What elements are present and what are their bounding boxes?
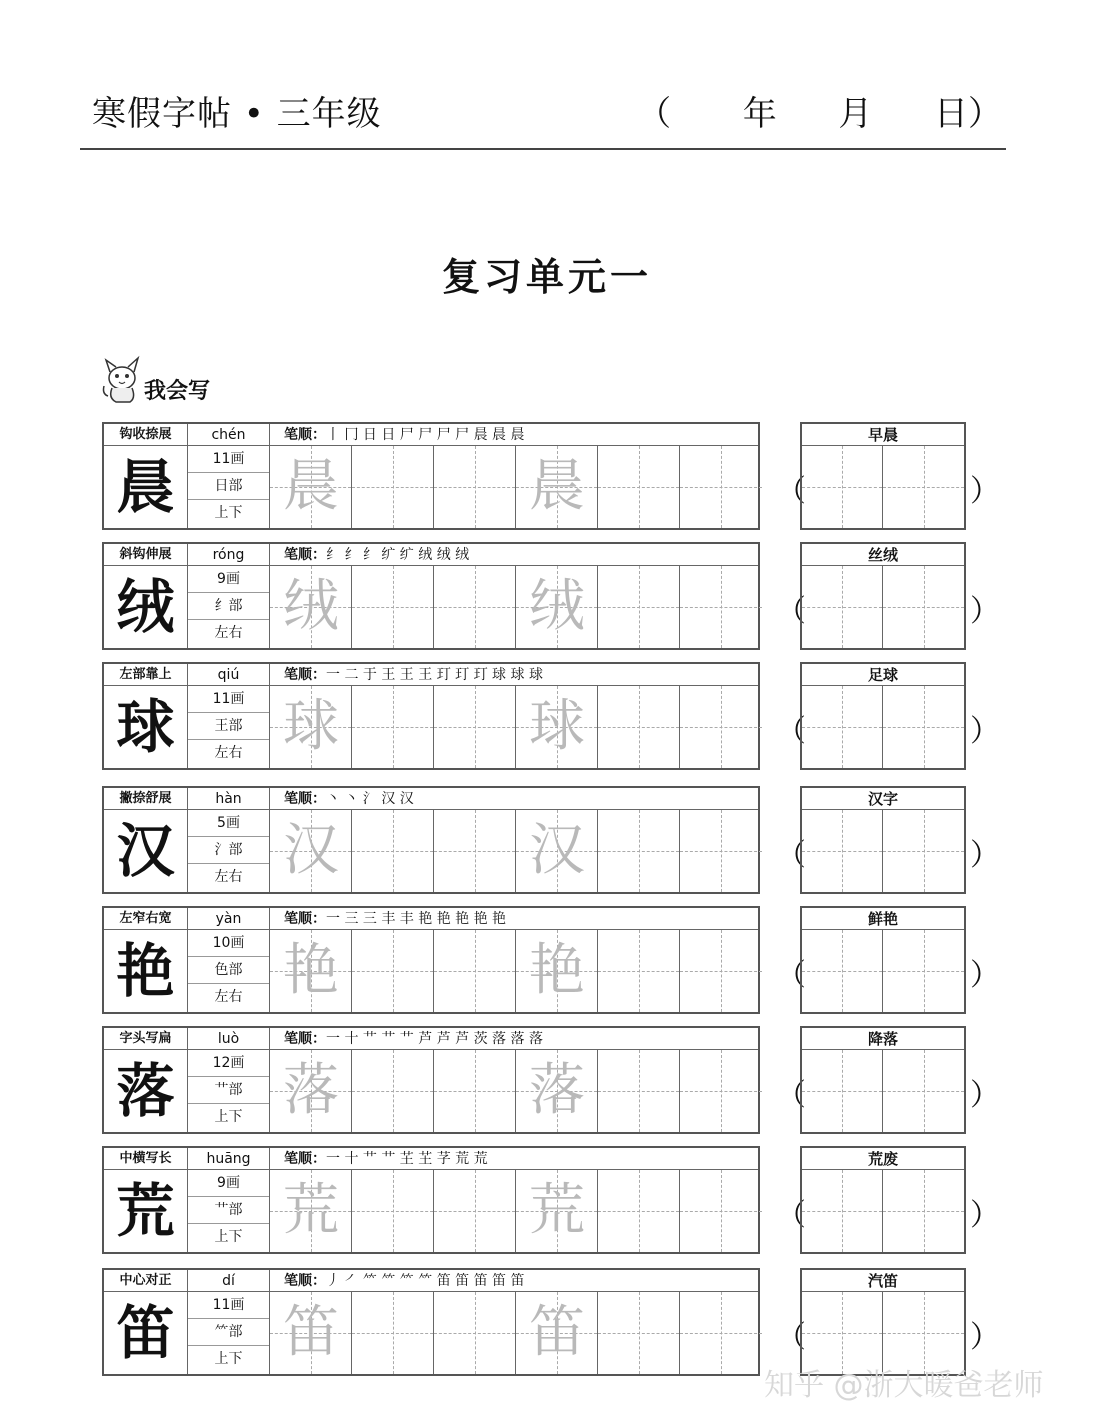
writing-cell[interactable] [680, 930, 762, 1012]
word-cell[interactable] [802, 1050, 883, 1132]
writing-cell[interactable] [270, 1170, 352, 1252]
word-card [800, 662, 966, 770]
stroke-order-sequence: 一 十 艹 艹 艹 芦 芦 芦 茨 落 落 落 [326, 1031, 543, 1047]
stroke-order [284, 664, 543, 686]
card-header [104, 788, 758, 810]
stroke-order-sequence: 丨 冂 日 日 尸 尸 尸 尸 晨 晨 晨 [326, 427, 525, 443]
word-card [800, 1146, 966, 1254]
header-title: 寒假字帖 • 三年级 [92, 94, 382, 134]
writing-hint: 斜钩伸展 [104, 544, 188, 566]
word-cell[interactable] [802, 1170, 883, 1252]
stroke-order [284, 1270, 525, 1292]
stroke-order-sequence: 一 十 艹 艹 芏 芏 芓 荒 荒 [326, 1151, 488, 1167]
card-header [104, 664, 758, 686]
pinyin: chén [188, 424, 270, 446]
character-info [188, 930, 270, 1012]
card-header [104, 1028, 758, 1050]
writing-cell[interactable] [680, 1170, 762, 1252]
stroke-count: 11画 [188, 686, 269, 713]
character-info [188, 446, 270, 528]
writing-cell[interactable] [516, 686, 598, 768]
stroke-order-label: 笔顺： [284, 1031, 326, 1047]
word-cell[interactable] [802, 566, 883, 648]
writing-hint: 左部靠上 [104, 664, 188, 686]
word-writing-cells [802, 1170, 964, 1252]
paren-left: （ [776, 958, 806, 993]
paren-right: ） [970, 474, 1000, 509]
radical: 氵部 [188, 837, 269, 864]
structure: 上下 [214, 1109, 243, 1125]
trace-character: 艳 [529, 938, 585, 1003]
trace-character: 笛 [283, 1300, 339, 1365]
stroke-count: 5画 [188, 810, 269, 837]
word-card [800, 786, 966, 894]
practice-row [102, 542, 1000, 650]
writing-hint: 字头写扁 [104, 1028, 188, 1050]
stroke-count: 11画 [188, 1292, 269, 1319]
character-card [102, 786, 760, 894]
trace-character: 汉 [283, 818, 339, 883]
paren-right: ） [970, 1320, 1000, 1355]
header-date [637, 86, 1002, 135]
radical: 日部 [188, 473, 269, 500]
writing-cell[interactable] [352, 930, 434, 1012]
writing-grid [270, 686, 760, 768]
writing-hint: 钩收捺展 [104, 424, 188, 446]
word-cell[interactable] [883, 566, 964, 648]
paren-right: ） [970, 958, 1000, 993]
writing-cell[interactable] [270, 566, 352, 648]
word-writing-cells [802, 810, 964, 892]
character-info [188, 1050, 270, 1132]
character-card [102, 542, 760, 650]
stroke-count: 9画 [188, 566, 269, 593]
stroke-order-label: 笔顺： [284, 911, 326, 927]
stroke-order [284, 544, 469, 566]
writing-grid [270, 810, 760, 892]
word-writing-cells [802, 1050, 964, 1132]
word-cell[interactable] [883, 446, 964, 528]
pinyin: róng [188, 544, 270, 566]
stroke-order-label: 笔顺： [284, 427, 326, 443]
word-card [800, 906, 966, 1014]
structure: 左右 [214, 869, 243, 885]
word-label: 丝绒 [802, 544, 964, 566]
trace-character: 球 [283, 694, 339, 759]
writing-cell[interactable] [434, 686, 516, 768]
word-cell[interactable] [802, 446, 883, 528]
model-character: 荒 [104, 1170, 188, 1252]
word-writing-cells [802, 566, 964, 648]
writing-cell[interactable] [434, 930, 516, 1012]
writing-grid [270, 1170, 760, 1252]
pinyin: luò [188, 1028, 270, 1050]
writing-cell[interactable] [270, 930, 352, 1012]
practice-row [102, 662, 1000, 770]
practice-row [102, 422, 1000, 530]
writing-cell[interactable] [680, 1292, 762, 1374]
model-character: 汉 [104, 810, 188, 892]
radical: 纟部 [188, 593, 269, 620]
writing-cell[interactable] [352, 446, 434, 528]
writing-grid [270, 566, 760, 648]
paren-left: （ [776, 1078, 806, 1113]
word-label: 鲜艳 [802, 908, 964, 930]
character-card [102, 1146, 760, 1254]
practice-row [102, 906, 1000, 1014]
writing-cell[interactable] [352, 1170, 434, 1252]
writing-grid [270, 1050, 760, 1132]
character-card [102, 662, 760, 770]
writing-cell[interactable] [352, 810, 434, 892]
writing-cell[interactable] [434, 566, 516, 648]
word-card [800, 542, 966, 650]
word-cell[interactable] [802, 686, 883, 768]
paren-left: （ [776, 714, 806, 749]
trace-character: 荒 [283, 1178, 339, 1243]
card-header [104, 1270, 758, 1292]
date-open-paren: （ [637, 94, 672, 134]
stroke-order [284, 424, 525, 446]
character-card [102, 1026, 760, 1134]
word-cell[interactable] [802, 930, 883, 1012]
writing-grid [270, 930, 760, 1012]
radical: 艹部 [188, 1197, 269, 1224]
writing-cell[interactable] [516, 1170, 598, 1252]
word-cell[interactable] [883, 810, 964, 892]
writing-cell[interactable] [270, 446, 352, 528]
writing-cell[interactable] [434, 810, 516, 892]
stroke-order-sequence: 一 二 于 王 王 王 玎 玎 玎 球 球 球 [326, 667, 543, 683]
trace-character: 荒 [529, 1178, 585, 1243]
writing-cell[interactable] [598, 1170, 680, 1252]
model-character: 绒 [104, 566, 188, 648]
writing-cell[interactable] [598, 686, 680, 768]
stroke-order-label: 笔顺： [284, 547, 326, 563]
pinyin: huāng [188, 1148, 270, 1170]
card-header [104, 1148, 758, 1170]
stroke-order [284, 1148, 488, 1170]
practice-row [102, 1026, 1000, 1134]
writing-cell[interactable] [270, 810, 352, 892]
writing-cell[interactable] [516, 1050, 598, 1132]
cat-mascot-icon [100, 352, 146, 406]
stroke-count: 10画 [188, 930, 269, 957]
pinyin: hàn [188, 788, 270, 810]
trace-character: 艳 [283, 938, 339, 1003]
writing-hint: 中心对正 [104, 1270, 188, 1292]
writing-cell[interactable] [680, 686, 762, 768]
trace-character: 汉 [529, 818, 585, 883]
pinyin: qiú [188, 664, 270, 686]
word-label: 降落 [802, 1028, 964, 1050]
trace-character: 落 [283, 1058, 339, 1123]
trace-character: 落 [529, 1058, 585, 1123]
paren-right: ） [970, 1198, 1000, 1233]
stroke-order-label: 笔顺： [284, 667, 326, 683]
stroke-order-label: 笔顺： [284, 1151, 326, 1167]
character-card [102, 422, 760, 530]
model-character: 笛 [104, 1292, 188, 1374]
writing-cell[interactable] [680, 446, 762, 528]
word-writing-cells [802, 446, 964, 528]
word-label: 汽笛 [802, 1270, 964, 1292]
date-day-label: 日） [934, 94, 1002, 134]
writing-cell[interactable] [598, 930, 680, 1012]
unit-title: 复习单元一 [441, 254, 652, 299]
stroke-order-sequence: 丶 丶 氵 汉 汉 [326, 791, 414, 807]
paren-left: （ [776, 838, 806, 873]
paren-left: （ [776, 594, 806, 629]
model-character: 落 [104, 1050, 188, 1132]
page-header [80, 70, 1006, 150]
writing-cell[interactable] [516, 1292, 598, 1374]
stroke-count: 9画 [188, 1170, 269, 1197]
character-info [188, 810, 270, 892]
writing-cell[interactable] [598, 1050, 680, 1132]
writing-cell[interactable] [516, 930, 598, 1012]
trace-character: 晨 [529, 454, 585, 519]
writing-cell[interactable] [434, 446, 516, 528]
writing-cell[interactable] [516, 446, 598, 528]
card-header [104, 424, 758, 446]
writing-cell[interactable] [680, 1050, 762, 1132]
pinyin: yàn [188, 908, 270, 930]
paren-left: （ [776, 1198, 806, 1233]
stroke-order [284, 788, 414, 810]
header-rule [80, 148, 1006, 150]
word-label: 早晨 [802, 424, 964, 446]
structure: 上下 [214, 1229, 243, 1245]
stroke-order [284, 908, 506, 930]
radical: ⺮部 [188, 1319, 269, 1346]
paren-left: （ [776, 474, 806, 509]
watermark: 知乎 @浙大暖爸老师 [764, 1368, 1044, 1403]
writing-cell[interactable] [598, 446, 680, 528]
word-label: 汉字 [802, 788, 964, 810]
radical: 王部 [188, 713, 269, 740]
structure: 左右 [214, 625, 243, 641]
stroke-order-label: 笔顺： [284, 791, 326, 807]
model-character: 艳 [104, 930, 188, 1012]
writing-cell[interactable] [270, 686, 352, 768]
writing-cell[interactable] [598, 810, 680, 892]
writing-cell[interactable] [352, 1050, 434, 1132]
writing-cell[interactable] [270, 1050, 352, 1132]
stroke-order-sequence: 一 三 三 丰 丰 艳 艳 艳 艳 艳 [326, 911, 507, 927]
pinyin: dí [188, 1270, 270, 1292]
character-info [188, 566, 270, 648]
character-card [102, 1268, 760, 1376]
character-info [188, 1292, 270, 1374]
stroke-count: 12画 [188, 1050, 269, 1077]
structure: 左右 [214, 745, 243, 761]
word-cell[interactable] [883, 1170, 964, 1252]
card-header [104, 908, 758, 930]
word-writing-cells [802, 930, 964, 1012]
trace-character: 笛 [529, 1300, 585, 1365]
radical: 艹部 [188, 1077, 269, 1104]
trace-character: 球 [529, 694, 585, 759]
model-character: 晨 [104, 446, 188, 528]
character-info [188, 1170, 270, 1252]
writing-cell[interactable] [434, 1170, 516, 1252]
writing-cell[interactable] [352, 1292, 434, 1374]
trace-character: 绒 [283, 574, 339, 639]
word-writing-cells [802, 686, 964, 768]
word-label: 荒废 [802, 1148, 964, 1170]
trace-character: 绒 [529, 574, 585, 639]
writing-cell[interactable] [598, 566, 680, 648]
stroke-order-label: 笔顺： [284, 1273, 326, 1289]
paren-right: ） [970, 1078, 1000, 1113]
character-card [102, 906, 760, 1014]
word-cell[interactable] [883, 930, 964, 1012]
character-info [188, 686, 270, 768]
word-card [800, 1026, 966, 1134]
word-label: 足球 [802, 664, 964, 686]
paren-right: ） [970, 714, 1000, 749]
trace-character: 晨 [283, 454, 339, 519]
stroke-order-sequence: 丿 ㇒ ⺮ ⺮ ⺮ ⺮ 笛 笛 笛 笛 笛 [326, 1273, 525, 1289]
writing-hint: 中横写长 [104, 1148, 188, 1170]
structure: 左右 [214, 989, 243, 1005]
writing-grid [270, 446, 760, 528]
stroke-order-sequence: 纟 纟 纟 纩 纩 绒 绒 绒 [326, 547, 470, 563]
writing-cell[interactable] [598, 1292, 680, 1374]
model-character: 球 [104, 686, 188, 768]
paren-right: ） [970, 594, 1000, 629]
structure: 上下 [214, 505, 243, 521]
section-text: 我会写 [144, 378, 211, 404]
word-cell[interactable] [883, 1050, 964, 1132]
writing-cell[interactable] [270, 1292, 352, 1374]
writing-cell[interactable] [352, 686, 434, 768]
paren-right: ） [970, 838, 1000, 873]
word-cell[interactable] [883, 686, 964, 768]
writing-hint: 左窄右宽 [104, 908, 188, 930]
date-year-label: 年 [742, 94, 777, 134]
date-month-label: 月 [838, 94, 873, 134]
radical: 色部 [188, 957, 269, 984]
writing-cell[interactable] [516, 566, 598, 648]
stroke-count: 11画 [188, 446, 269, 473]
writing-cell[interactable] [352, 566, 434, 648]
practice-row [102, 786, 1000, 894]
writing-hint: 撇捺舒展 [104, 788, 188, 810]
card-header [104, 544, 758, 566]
writing-grid [270, 1292, 760, 1374]
word-card [800, 422, 966, 530]
word-cell[interactable] [802, 810, 883, 892]
writing-cell[interactable] [434, 1050, 516, 1132]
writing-cell[interactable] [434, 1292, 516, 1374]
writing-cell[interactable] [680, 566, 762, 648]
structure: 上下 [214, 1351, 243, 1367]
writing-cell[interactable] [516, 810, 598, 892]
practice-row [102, 1146, 1000, 1254]
paren-left: （ [776, 1320, 806, 1355]
stroke-order [284, 1028, 543, 1050]
writing-cell[interactable] [680, 810, 762, 892]
